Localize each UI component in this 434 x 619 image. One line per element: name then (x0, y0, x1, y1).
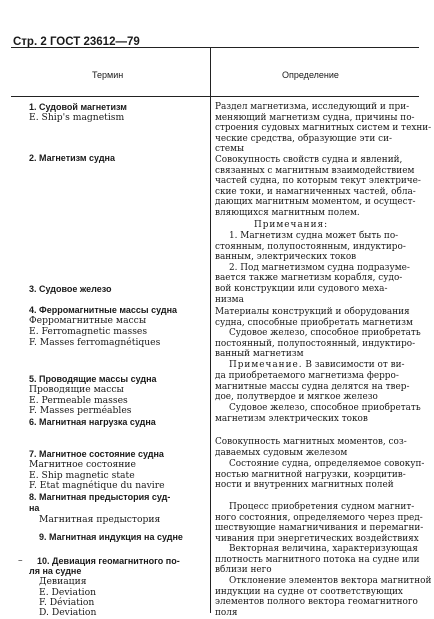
definition-10-line: индукции на судне от соответствующих (215, 586, 403, 597)
definition-4-note-line: В зависимости от ви- (305, 360, 405, 370)
definition-2-note-line: ванным, электрических токов (215, 252, 357, 263)
definition-3-line: Материалы конструкций и оборудования (215, 307, 410, 317)
definition-4-note-line: дое, полутвердое и мягкое железо (215, 392, 378, 403)
column-header-terms: Термин (92, 70, 124, 80)
term-5-en: E. Permeable masses (29, 395, 128, 406)
definition-2-line: связанных с магнитным взаимодействием (215, 165, 415, 176)
column-divider (210, 47, 211, 613)
term-10-margin-mark: – (18, 555, 23, 566)
term-7-title: 7. Магнитное состояние судна (29, 449, 164, 459)
definition-1 (215, 102, 431, 155)
term-5-fr: F. Masses perméables (29, 405, 132, 416)
definition-2-line: дающих магнитным моментом, и осущест- (215, 197, 416, 208)
definition-5-line: магнетизм электрических токов (215, 413, 368, 424)
definition-2 (215, 155, 421, 219)
definition-1-line: стемы (215, 144, 245, 155)
definition-4 (215, 328, 421, 360)
term-5-synonym: Проводящие массы (29, 384, 124, 395)
definition-3 (215, 307, 413, 328)
definition-9 (215, 544, 420, 576)
definition-8-line: Процесс приобретения судном магнит- (229, 502, 415, 512)
definition-2-note-line: вается также магнетизм корабля, судо- (215, 273, 403, 284)
definition-10-line: Отклонение элементов вектора магнитной (229, 576, 432, 586)
definition-5 (215, 403, 421, 424)
term-1-title: 1. Судовой магнетизм (29, 102, 127, 112)
term-6-title: 6. Магнитная нагрузка судна (29, 417, 156, 427)
definition-7-line: Состояние судна, определяемое совокуп- (229, 459, 425, 469)
definition-2-notes-title: Примечания: (254, 220, 329, 230)
term-1-en: E. Ship's magnetism (29, 112, 125, 123)
definition-10-line: элементов полного вектора геомагнитного (215, 597, 418, 608)
term-10-synonym: Девиация (39, 576, 87, 587)
definition-2-note-line: вой конструкции или судового меха- (215, 283, 388, 294)
term-9-title: 9. Магнитная индукция на судне (39, 532, 183, 542)
term-10-de: D. Deviation (39, 607, 97, 618)
definition-2-line: Совокупность свойств судна и явлений, (215, 155, 403, 165)
term-3-title: 3. Судовое железо (29, 284, 112, 294)
definition-1-line: Раздел магнетизма, исследующий и при- (215, 102, 410, 112)
definition-9-line: Векторная величина, характеризующая (229, 544, 418, 554)
definition-2-notes (215, 231, 410, 305)
definition-2-note-line: низма (215, 294, 244, 305)
definition-4-line: Судовое железо, способное приобретать (229, 328, 421, 338)
term-8-synonym: Магнитная предыстория (39, 514, 161, 525)
definition-8 (215, 502, 423, 544)
definition-2-line: частей судна, по которым текут электриче- (215, 176, 421, 187)
definition-10 (215, 576, 431, 618)
definition-2-note-line: 1. Магнетизм судна может быть по- (229, 231, 399, 241)
term-4-fr: F. Masses ferromagnétiques (29, 337, 161, 348)
definition-1-line: ческие средства, образующие эти си- (215, 133, 392, 144)
definition-4-note-line: да приобретаемого магнетизма ферро- (215, 371, 399, 381)
term-4-synonym: Ферромагнитные массы (29, 315, 147, 326)
definition-7 (215, 459, 424, 491)
page-header: Стр. 2 ГОСТ 23612—79 (13, 36, 140, 48)
header-rule (11, 96, 419, 97)
term-7-fr: F. Etat magnétique du navire (29, 480, 165, 491)
term-8-title-line1: 8. Магнитная предыстория суд- (29, 492, 171, 502)
definition-1-line: меняющий магнетизм судна, причины по- (215, 112, 415, 123)
definition-8-line: ного состояния, определяемого через пред- (215, 512, 423, 523)
term-8-title-line2: на (29, 503, 40, 513)
term-7-synonym: Магнитное состояние (29, 459, 136, 470)
definition-6 (215, 437, 407, 458)
definition-2-line: ские токи, и намагниченных частей, обла- (215, 186, 416, 197)
definition-2-line: вляющихся магнитным полем. (215, 207, 360, 218)
term-10-title-line1: 10. Девиация геомагнитного по- (37, 556, 180, 566)
term-7-en: E. Ship magnetic state (29, 470, 135, 481)
definition-7-line: ностью магнитной нагрузки, коэрцитив- (215, 469, 406, 480)
definition-10-line: поля (215, 607, 238, 618)
definition-9-line: вблизи него (215, 565, 272, 576)
definition-6-line: Совокупность магнитных моментов, соз- (215, 437, 407, 447)
term-10-title-line2: ля на судне (29, 566, 82, 576)
definition-4-line: постоянный, полупостоянный, индуктиро- (215, 338, 416, 349)
definition-2-note-line: стоянным, полупостоянным, индуктиро- (215, 241, 406, 252)
definition-2-note-line: 2. Под магнетизмом судна подразуме- (229, 262, 410, 273)
definition-1-line: строения судовых магнитных систем и техни- (215, 123, 432, 134)
definition-9-line: плотность магнитного потока на судне или (215, 554, 420, 565)
term-5-title: 5. Проводящие массы судна (29, 374, 157, 384)
term-10-fr: F. Déviation (39, 597, 95, 608)
definition-4-note-line: магнитные массы судна делятся на твер- (215, 381, 410, 392)
definition-8-line: чивания при энергетических воздействиях (215, 533, 419, 544)
definition-5-line: Судовое железо, способное приобретать (229, 403, 421, 413)
term-4-title: 4. Ферромагнитные массы судна (29, 305, 178, 315)
term-2-title: 2. Магнетизм судна (29, 153, 115, 163)
definition-4-note (229, 360, 405, 371)
definition-7-line: ности и внутренних магнитных полей (215, 480, 394, 491)
definition-4-note-body (215, 371, 409, 403)
column-header-definition: Определение (282, 70, 339, 80)
definition-6-line: даваемых судовым железом (215, 447, 348, 458)
term-4-en: E. Ferromagnetic masses (29, 326, 148, 337)
definition-4-line: ванный магнетизм (215, 349, 304, 360)
term-10-en: E. Deviation (39, 587, 97, 598)
definition-3-line: судна, способные приобретать магнетизм (215, 317, 413, 328)
definition-4-note-title: Примечание. (229, 360, 303, 370)
definition-8-line: шествующие намагничивания и перемагни- (215, 523, 424, 534)
